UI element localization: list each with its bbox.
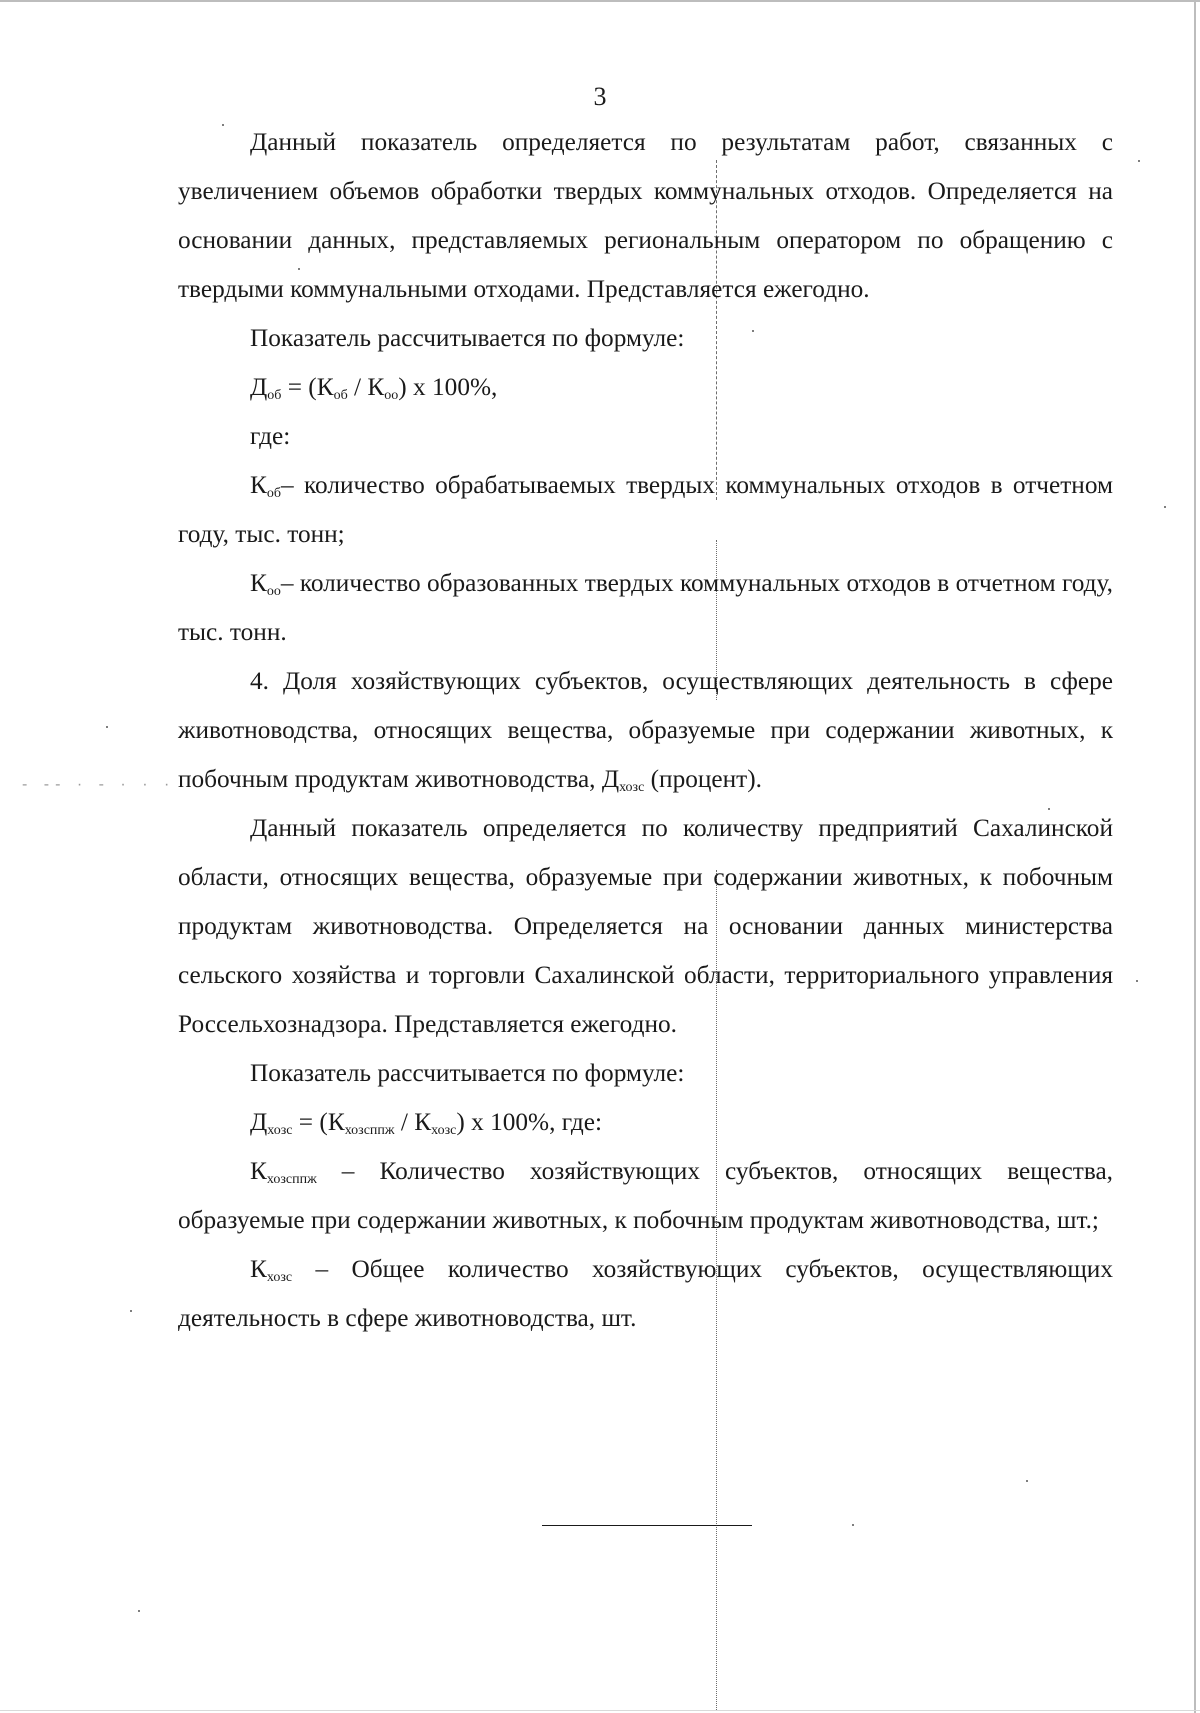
scan-speck bbox=[106, 726, 108, 728]
variable-subscript: хозсппж bbox=[266, 1172, 317, 1187]
formula-text: = (К bbox=[292, 1108, 345, 1136]
definition bbox=[178, 461, 1113, 559]
end-of-document-rule bbox=[542, 1525, 752, 1526]
formula-subscript: об bbox=[267, 388, 282, 403]
formula-subscript: оо bbox=[384, 388, 399, 403]
scan-speck bbox=[1164, 506, 1166, 508]
paragraph: Данный показатель определяется по количеству предприятий Сахалинской области, относящих вещества, образуемые при содержании животных, к побочным продуктам животноводства. Определяется на основании данных министерства сельского хозяйства и торговли Сахалинской области, территориального управления Россельхознадзора. Представляется ежегодно. bbox=[178, 814, 1113, 1038]
variable-name: К bbox=[250, 569, 267, 597]
definition bbox=[178, 1147, 1113, 1245]
paragraph-text: 4. Доля хозяйствующих субъектов, осуществляющих деятельность в сфере животноводства, относящих вещества, образуемые при содержании животных, к побочным продуктам животноводства, Д bbox=[178, 667, 1113, 793]
definition-text: – Общее количество хозяйствующих субъектов, осуществляющих деятельность в сфере животноводства, шт. bbox=[178, 1255, 1113, 1332]
paragraph: Данный показатель определяется по результатам работ, связанных с увеличением объемов обработки твердых коммунальных отходов. Определяется на основании данных, представляемых региональным оператором по обращению с твердыми коммунальными отходами. Представляется ежегодно. bbox=[178, 128, 1113, 303]
scan-speck bbox=[1026, 1480, 1028, 1482]
document-body bbox=[178, 118, 1113, 1343]
definition-text: – количество образованных твердых коммунальных отходов в отчетном году, тыс. тонн. bbox=[178, 569, 1113, 646]
scan-border-bottom bbox=[0, 1710, 1200, 1711]
definition bbox=[178, 1245, 1113, 1343]
paragraph: Показатель рассчитывается по формуле: bbox=[250, 324, 685, 352]
page-number: 3 bbox=[593, 82, 607, 111]
formula-subscript: хозс bbox=[267, 1123, 293, 1138]
formula-subscript: об bbox=[333, 388, 348, 403]
formula-text: / К bbox=[394, 1108, 432, 1136]
scan-speck bbox=[1138, 160, 1140, 162]
formula-text: ) х 100%, bbox=[398, 373, 498, 401]
paragraph: Показатель рассчитывается по формуле: bbox=[250, 1059, 685, 1087]
where-label: где: bbox=[250, 422, 291, 450]
definition-text: – количество обрабатываемых твердых коммунальных отходов в отчетном году, тыс. тонн; bbox=[178, 471, 1113, 548]
scan-artifact-dashes: - -- · - · · · bbox=[22, 776, 176, 793]
variable-name: К bbox=[250, 471, 267, 499]
formula bbox=[178, 363, 1113, 412]
variable-name: К bbox=[250, 1255, 267, 1283]
variable-subscript: хозс bbox=[619, 780, 645, 795]
scan-border-top bbox=[0, 0, 1200, 2]
section-paragraph bbox=[178, 657, 1113, 804]
variable-name: К bbox=[250, 1157, 267, 1185]
scan-border-right bbox=[1194, 0, 1196, 1713]
formula-subscript: хозс bbox=[431, 1123, 457, 1138]
scan-speck bbox=[130, 1310, 132, 1312]
formula-text: Д bbox=[250, 1108, 268, 1136]
formula-text: ) х 100%, где: bbox=[456, 1108, 602, 1136]
definition-text: – Количество хозяйствующих субъектов, относящих вещества, образуемые при содержании животных, к побочным продуктам животноводства, шт.; bbox=[178, 1157, 1113, 1234]
variable-subscript: об bbox=[266, 486, 281, 501]
scan-speck bbox=[852, 1524, 854, 1526]
variable-subscript: оо bbox=[266, 584, 281, 599]
scan-speck bbox=[1136, 980, 1138, 982]
scan-speck bbox=[138, 1610, 140, 1612]
variable-subscript: хозс bbox=[266, 1270, 293, 1285]
formula-text: Д bbox=[250, 373, 268, 401]
formula-subscript: хозсппж bbox=[344, 1123, 395, 1138]
definition bbox=[178, 559, 1113, 657]
formula bbox=[178, 1098, 1113, 1147]
formula-text: / К bbox=[347, 373, 385, 401]
paragraph-text: (процент). bbox=[644, 765, 762, 793]
formula-text: = (К bbox=[281, 373, 334, 401]
